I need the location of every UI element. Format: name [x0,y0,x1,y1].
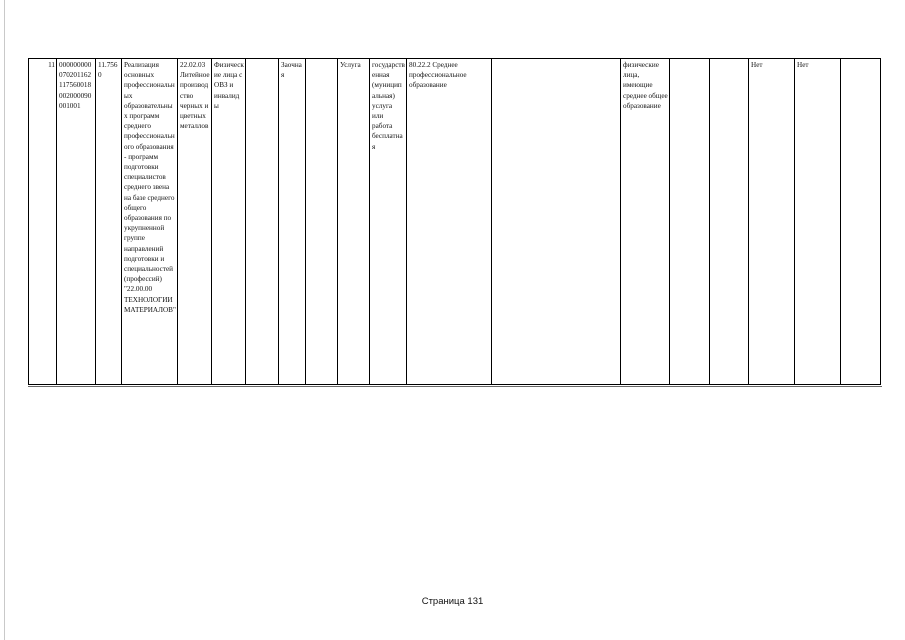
table-row [29,59,881,385]
free-paid-cell: государственная (муниципальная) услуга или работа бесплатная [370,59,407,385]
empty-cell [710,59,749,385]
empty-cell [670,59,710,385]
flag-cell: Нет [795,59,841,385]
service-name-cell: Реализация основных профессиональных образовательных программ среднего профессионального образования - программ подготовки специалистов среднего звена на базе среднего общего образования по укрупненной группе направлений подготовки и специальностей (профессий) "22.00.00 ТЕХНОЛОГИИ МАТЕРИАЛОВ" [122,59,178,385]
row-index: 11 [29,59,57,385]
page-number: Страница 131 [421,596,484,607]
code-cell: 11.7560 [96,59,122,385]
specialty-cell: 22.02.03 Литейное производство черных и цветных металлов [178,59,212,385]
registry-number-cell: 000000000070201162117560018002000090001001 [57,59,96,385]
table-bottom-rule [28,386,882,387]
okved-cell: 80.22.2 Среднее профессиональное образование [407,59,492,385]
kind-cell: Услуга [338,59,370,385]
consumers-cell: Физические лица с ОВЗ и инвалиды [212,59,246,385]
empty-cell [246,59,279,385]
category-cell: физические лица, имеющие среднее общее образование [621,59,670,385]
registry-table [28,58,881,385]
empty-cell [492,59,621,385]
empty-cell [306,59,338,385]
form-cell: Заочная [279,59,306,385]
flag-cell: Нет [749,59,795,385]
empty-cell [841,59,881,385]
scan-edge-line [4,0,5,640]
